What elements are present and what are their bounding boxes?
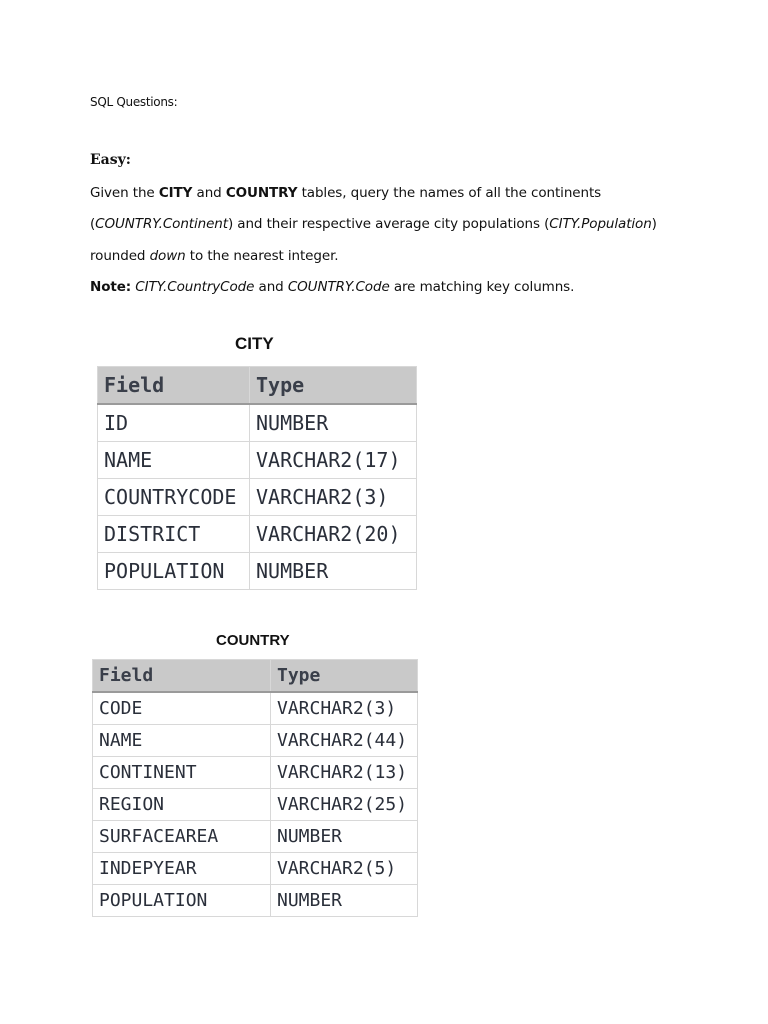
type-cell: NUMBER [250,404,417,442]
field-cell: POPULATION [93,885,271,917]
table-row [93,821,418,853]
type-cell: VARCHAR2(44) [271,725,418,757]
field-cell: NAME [93,725,271,757]
table-row [93,853,418,885]
text: rounded [90,248,150,264]
city-schema-table [97,366,417,590]
field-cell: INDEPYEAR [93,853,271,885]
table-row [98,404,417,442]
down-italic: down [149,248,186,264]
table-header-row [98,367,417,405]
text: are matching key columns. [389,279,575,295]
question-line-1 [90,185,601,201]
text: ( [90,216,96,232]
table-row [98,516,417,553]
type-cell: VARCHAR2(25) [271,789,418,821]
type-cell: VARCHAR2(20) [250,516,417,553]
type-cell: NUMBER [271,885,418,917]
table-row [98,553,417,590]
type-cell: VARCHAR2(3) [271,692,418,725]
type-header: Type [271,660,418,693]
field-cell: COUNTRYCODE [98,479,250,516]
document-heading: SQL Questions: [90,95,178,109]
code-italic: COUNTRY.Code [287,279,390,295]
field-header: Field [98,367,250,405]
countrycode-italic: CITY.CountryCode [135,279,255,295]
population-italic: CITY.Population [549,216,652,232]
continent-italic: COUNTRY.Continent [95,216,228,232]
table-header-row [93,660,418,693]
city-bold: CITY [158,185,193,201]
country-table-title: COUNTRY [216,632,290,649]
table-row [93,757,418,789]
field-cell: CODE [93,692,271,725]
difficulty-label: Easy: [90,152,131,168]
text: to the nearest integer. [185,248,339,264]
table-row [93,725,418,757]
table-row [93,789,418,821]
text: and [254,279,288,295]
field-cell: ID [98,404,250,442]
text: ) [651,216,657,232]
field-cell: CONTINENT [93,757,271,789]
table-row [93,885,418,917]
field-cell: NAME [98,442,250,479]
text: tables, query the names of all the continents [297,185,602,201]
table-row [98,442,417,479]
type-cell: VARCHAR2(3) [250,479,417,516]
country-schema-table [92,659,418,917]
question-line-2 [90,216,657,232]
table-row [98,479,417,516]
note-label: Note: [90,279,132,295]
note-line [90,279,574,295]
field-header: Field [93,660,271,693]
type-cell: NUMBER [271,821,418,853]
city-table-title: CITY [235,334,274,353]
field-cell: REGION [93,789,271,821]
field-cell: SURFACEAREA [93,821,271,853]
type-header: Type [250,367,417,405]
text: and [192,185,226,201]
table-row [93,692,418,725]
field-cell: DISTRICT [98,516,250,553]
type-cell: VARCHAR2(17) [250,442,417,479]
type-cell: VARCHAR2(13) [271,757,418,789]
question-line-3 [90,248,338,264]
type-cell: VARCHAR2(5) [271,853,418,885]
country-bold: COUNTRY [225,185,298,201]
type-cell: NUMBER [250,553,417,590]
field-cell: POPULATION [98,553,250,590]
text: ) and their respective average city populations ( [227,216,550,232]
text: Given the [90,185,159,201]
